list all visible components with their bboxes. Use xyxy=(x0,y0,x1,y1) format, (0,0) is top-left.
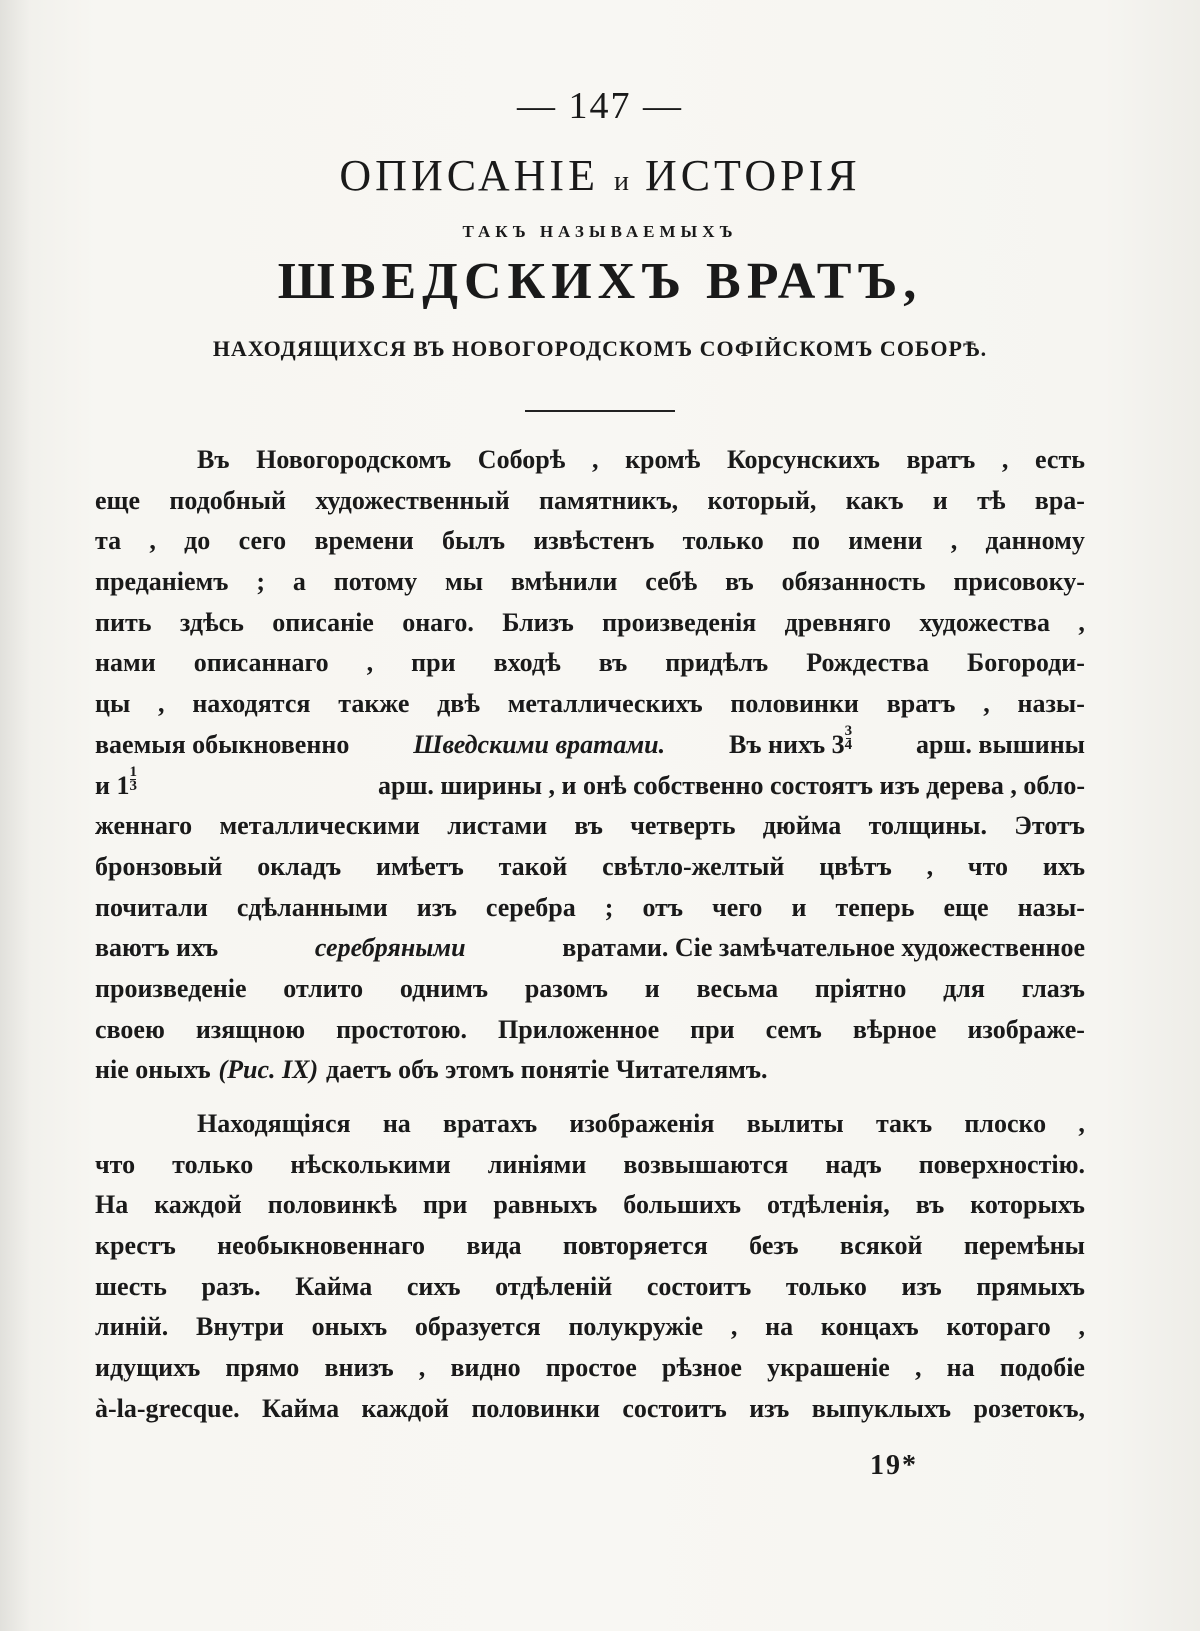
text-line xyxy=(95,1389,1085,1430)
word: есть xyxy=(1035,445,1085,474)
word: отдѣленій xyxy=(495,1271,613,1301)
word: только xyxy=(785,1271,867,1301)
word: состоитъ xyxy=(646,1271,752,1301)
word: Въ xyxy=(197,445,230,474)
word: линій. xyxy=(95,1312,169,1342)
word: окладъ xyxy=(257,851,342,881)
word: на xyxy=(382,1109,411,1138)
word: и xyxy=(791,892,807,922)
word: въ xyxy=(725,567,754,597)
word: при xyxy=(422,1190,468,1220)
word: такъ xyxy=(875,1109,933,1138)
word: своею xyxy=(95,1014,165,1044)
word: розетокъ, xyxy=(973,1393,1085,1423)
word: , xyxy=(730,1312,738,1342)
word: возвышаются xyxy=(623,1149,789,1179)
word: , xyxy=(1001,445,1009,474)
word: древняго xyxy=(784,607,892,637)
word: вратъ xyxy=(886,689,956,719)
italic-phrase: серебряными xyxy=(314,933,466,963)
title-heading: ШВЕДСКИХЪ ВРАТЪ, xyxy=(277,253,923,310)
word: прямо xyxy=(225,1353,300,1383)
word: шесть xyxy=(95,1271,167,1301)
text-line xyxy=(95,440,1085,481)
word: въ xyxy=(574,811,603,841)
word: онаго. xyxy=(402,607,474,637)
word: извѣстенъ xyxy=(533,526,655,556)
text-line: и 1 $\frac{1}{3}$ арш. ширины , и онѣ собственно состоятъ изъ дерева , обло- xyxy=(95,763,1085,800)
word: Этотъ xyxy=(1014,811,1085,841)
word: изображенія xyxy=(569,1109,715,1138)
word: художественный xyxy=(315,485,510,515)
word: сдѣланными xyxy=(236,892,388,922)
word: на xyxy=(765,1312,794,1342)
word: вмѣнили xyxy=(510,567,618,597)
word: Кайма xyxy=(295,1271,373,1301)
word: вратахъ xyxy=(443,1109,538,1138)
word: пріятно xyxy=(814,973,907,1003)
word: каждой xyxy=(361,1393,450,1423)
word: изъ xyxy=(749,1393,790,1423)
word: вида xyxy=(466,1231,522,1261)
word: ; xyxy=(256,567,265,597)
word: необыкновеннаго xyxy=(217,1231,425,1261)
word: вѣрное xyxy=(852,1014,937,1044)
text-line: ваютъ ихъ серебряными вратами. Сіе замѣчательное художественное xyxy=(95,928,1085,969)
word: Соборѣ xyxy=(477,445,566,474)
word: отъ xyxy=(642,892,684,922)
word: видно xyxy=(450,1353,521,1383)
word: идущихъ xyxy=(95,1353,201,1383)
word: по xyxy=(792,526,820,556)
word: входѣ xyxy=(493,648,561,678)
text-line xyxy=(95,603,1085,644)
word: произведеніе xyxy=(95,973,247,1003)
word: также xyxy=(338,689,410,719)
word: à-la-grecque. xyxy=(95,1393,240,1423)
word: глазъ xyxy=(1021,973,1085,1003)
word: отлито xyxy=(283,973,364,1003)
word: въ xyxy=(598,648,628,678)
word: плоско xyxy=(964,1109,1047,1138)
word: находятся xyxy=(192,689,311,719)
word: половинки xyxy=(730,689,859,719)
word: а xyxy=(292,567,306,597)
word: бронзовый xyxy=(95,851,223,881)
word: что xyxy=(967,851,1008,881)
text-line xyxy=(95,481,1085,522)
word: та xyxy=(95,526,122,556)
word: теперь xyxy=(835,892,915,922)
word: повторяется xyxy=(562,1231,708,1261)
word: половинки xyxy=(471,1393,600,1423)
word: цы xyxy=(95,689,131,719)
word: Кайма xyxy=(262,1393,340,1423)
word: листами xyxy=(447,811,548,841)
text-line xyxy=(95,806,1085,847)
word: серебра xyxy=(485,892,576,922)
word: описаніе xyxy=(272,607,374,637)
word: концахъ xyxy=(820,1312,919,1342)
word: Внутри xyxy=(196,1312,284,1342)
word: до xyxy=(184,526,211,556)
word: перемѣны xyxy=(963,1231,1085,1261)
word: простотою. xyxy=(336,1014,467,1044)
word: и xyxy=(644,973,660,1003)
word: равныхъ xyxy=(493,1190,598,1220)
word: , xyxy=(914,1353,922,1383)
word: линіями xyxy=(487,1149,587,1179)
word: тѣ xyxy=(977,485,1006,515)
word: для xyxy=(943,973,985,1003)
word: украшеніе xyxy=(767,1353,890,1383)
word: описаннаго xyxy=(193,648,329,678)
text-line xyxy=(95,684,1085,725)
word: имѣетъ xyxy=(375,851,464,881)
word: произведенія xyxy=(602,607,757,637)
word: металлическихъ xyxy=(507,689,703,719)
word: Богороди- xyxy=(967,648,1085,678)
word: , xyxy=(418,1353,426,1383)
word: придѣлъ xyxy=(665,648,769,678)
word: Приложенное xyxy=(497,1014,660,1044)
word: вратъ xyxy=(906,445,976,474)
fraction: $\frac{1}{3}$ xyxy=(129,763,137,794)
word: себѣ xyxy=(645,567,698,597)
text-line xyxy=(95,847,1085,888)
word: весьма xyxy=(696,973,779,1003)
title-main: ОПИСАНІЕ и ИСТОРІЯ xyxy=(339,151,861,200)
word: сихъ xyxy=(406,1271,461,1301)
word: свѣтло-желтый xyxy=(602,851,785,881)
word: Рождества xyxy=(806,648,930,678)
word: при xyxy=(690,1014,735,1044)
word: рѣзное xyxy=(661,1353,742,1383)
word: разомъ xyxy=(524,973,608,1003)
word: изъ xyxy=(901,1271,942,1301)
word: потому xyxy=(333,567,418,597)
word: еще xyxy=(95,485,141,515)
page-number: — 147 — xyxy=(517,85,683,127)
word: прямыхъ xyxy=(976,1271,1085,1301)
word: простое xyxy=(545,1353,637,1383)
word: , xyxy=(158,689,165,719)
word: каждой xyxy=(154,1190,242,1220)
word: отдѣленія, xyxy=(767,1190,890,1220)
word: цвѣтъ xyxy=(819,851,892,881)
word: изображе- xyxy=(967,1014,1085,1044)
word: художества xyxy=(919,607,1051,637)
word: поверхностію. xyxy=(918,1149,1085,1179)
word: женнаго xyxy=(95,811,193,841)
italic-phrase: Шведскими вратами. xyxy=(413,729,666,759)
word: семъ xyxy=(765,1014,822,1044)
word: изящною xyxy=(195,1014,306,1044)
title-location: НАХОДЯЩИХСЯ ВЪ НОВОГОРОДСКОМЪ СОФІЙСКОМЪ СОБОРѢ. xyxy=(212,336,988,361)
word: который, xyxy=(707,485,817,515)
word: двѣ xyxy=(437,689,480,719)
divider-rule xyxy=(525,410,675,412)
word: разъ. xyxy=(201,1271,261,1301)
text-line: ніе оныхъ (Рис. IX) даетъ объ этомъ понятіе Читателямъ. xyxy=(95,1050,1085,1091)
word: подобіе xyxy=(999,1353,1085,1383)
word: при xyxy=(411,648,456,678)
word: , xyxy=(983,689,990,719)
word: что xyxy=(95,1149,136,1179)
word: памятникъ, xyxy=(539,485,679,515)
word: ; xyxy=(604,892,614,922)
word: всякой xyxy=(839,1231,923,1261)
word: которыхъ xyxy=(970,1190,1085,1220)
text-line xyxy=(95,1185,1085,1226)
word: и xyxy=(932,485,948,515)
word: сего xyxy=(238,526,287,556)
word: такой xyxy=(498,851,568,881)
word: чего xyxy=(712,892,763,922)
text-line: ваемыя обыкновенно Шведскими вратами. Въ нихъ 3 $\frac{3}{4}$ арш. вышины xyxy=(95,725,1085,766)
word: назы- xyxy=(1017,689,1085,719)
word: преданіемъ xyxy=(95,567,229,597)
word: какъ xyxy=(845,485,904,515)
word: безъ xyxy=(749,1231,799,1261)
text-line xyxy=(95,888,1085,929)
word: мы xyxy=(444,567,483,597)
word: , xyxy=(926,851,934,881)
fraction: $\frac{3}{4}$ xyxy=(844,722,853,753)
text-line xyxy=(95,1010,1085,1051)
text-line xyxy=(95,1307,1085,1348)
word: образуется xyxy=(414,1312,541,1342)
word: , xyxy=(591,445,599,474)
text-line xyxy=(95,521,1085,562)
word: вылиты xyxy=(746,1109,844,1138)
word: вра- xyxy=(1034,485,1085,515)
title-subtitle: ТАКЪ НАЗЫВАЕМЫХЪ xyxy=(462,222,738,241)
word: пить xyxy=(95,607,152,637)
word: металлическими xyxy=(219,811,420,841)
word: оныхъ xyxy=(311,1312,388,1342)
text-line xyxy=(95,562,1085,603)
word: имени xyxy=(848,526,923,556)
word: полукружіе xyxy=(568,1312,704,1342)
word: четверть xyxy=(630,811,736,841)
word: , xyxy=(1078,1312,1085,1342)
word: здѣсь xyxy=(179,607,244,637)
text-line xyxy=(95,643,1085,684)
word: обязанность xyxy=(781,567,926,597)
word: данному xyxy=(985,526,1085,556)
text-line xyxy=(95,969,1085,1010)
page-shadow xyxy=(0,0,30,1631)
word: изъ xyxy=(416,892,457,922)
word: еще xyxy=(943,892,989,922)
text-line xyxy=(95,1104,1085,1145)
signature-mark: 19* xyxy=(870,1450,918,1481)
text-line xyxy=(95,1348,1085,1389)
word: , xyxy=(1078,1109,1085,1138)
word: времени xyxy=(314,526,414,556)
word: Новогородскомъ xyxy=(256,445,452,474)
word: , xyxy=(1078,607,1085,637)
word: , xyxy=(950,526,958,556)
body-text xyxy=(95,440,1085,1430)
word: нами xyxy=(95,648,156,678)
word: выпуклыхъ xyxy=(811,1393,952,1423)
word: присовоку- xyxy=(953,567,1085,597)
word: крестъ xyxy=(95,1231,176,1261)
figure-reference: (Рис. IX) xyxy=(218,1055,319,1085)
text-line xyxy=(95,1267,1085,1308)
word: , xyxy=(149,526,156,556)
word: только xyxy=(172,1149,254,1179)
word: однимъ xyxy=(399,973,489,1003)
word: подобный xyxy=(169,485,286,515)
word: назы- xyxy=(1017,892,1085,922)
word: почитали xyxy=(95,892,208,922)
word: на xyxy=(946,1353,975,1383)
word: состоитъ xyxy=(622,1393,727,1423)
word: Находящіяся xyxy=(197,1109,351,1138)
word: кромѣ xyxy=(625,445,701,474)
word: былъ xyxy=(441,526,506,556)
word: только xyxy=(682,526,764,556)
word: , xyxy=(366,648,374,678)
word: внизъ xyxy=(324,1353,394,1383)
word: На xyxy=(95,1190,129,1220)
word: толщины. xyxy=(868,811,987,841)
word: большихъ xyxy=(623,1190,742,1220)
word: половинкѣ xyxy=(267,1190,397,1220)
word: нѣсколькими xyxy=(290,1149,451,1179)
text-line xyxy=(95,1145,1085,1186)
text-line xyxy=(95,1226,1085,1267)
word: котораго xyxy=(946,1312,1051,1342)
word: Близъ xyxy=(502,607,574,637)
word: въ xyxy=(915,1190,945,1220)
word: надъ xyxy=(825,1149,882,1179)
word: Корсунскихъ xyxy=(726,445,880,474)
word: ихъ xyxy=(1042,851,1085,881)
word: дюйма xyxy=(762,811,842,841)
